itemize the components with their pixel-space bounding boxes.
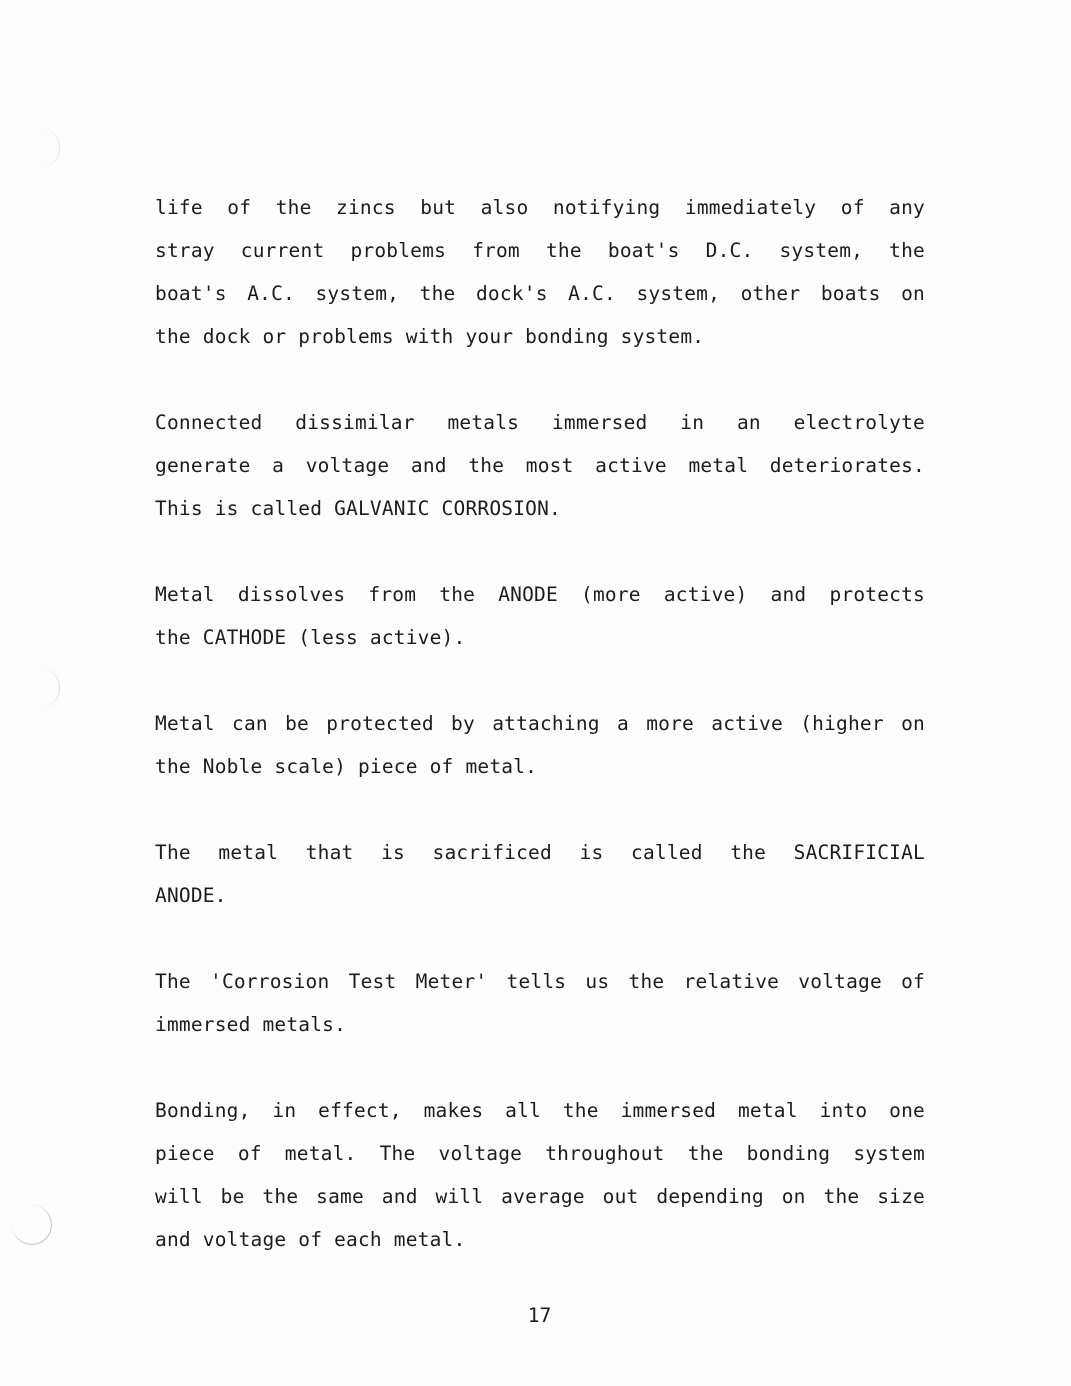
text-line: life of the zincs but also notifying immediately of any (155, 196, 925, 219)
text-line: the Noble scale) piece of metal. (155, 755, 538, 778)
text-line: generate a voltage and the most active metal deteriorates. (155, 454, 925, 477)
punch-hole-mark (20, 128, 60, 168)
text-line: The 'Corrosion Test Meter' tells us the relative voltage of (155, 970, 925, 993)
paragraph (155, 186, 925, 358)
text-line: immersed metals. (155, 1013, 347, 1036)
text-line: Connected dissimilar metals immersed in an electrolyte (155, 411, 925, 434)
text-line: stray current problems from the boat's D.C. system, the (155, 239, 925, 262)
text-line: and voltage of each metal. (155, 1228, 466, 1251)
text-line: ANODE. (155, 884, 227, 907)
text-line: Metal can be protected by attaching a more active (higher on (155, 712, 925, 735)
paragraph (155, 401, 925, 530)
text-line: Metal dissolves from the ANODE (more active) and protects (155, 583, 925, 606)
paragraph (155, 1089, 925, 1261)
punch-hole-mark (20, 668, 60, 708)
punch-hole-mark (12, 1205, 52, 1245)
text-line: piece of metal. The voltage throughout the bonding system (155, 1142, 925, 1165)
text-line: the dock or problems with your bonding system. (155, 325, 705, 348)
paragraph (155, 960, 925, 1046)
page-number: 17 (527, 1304, 552, 1327)
text-line: This is called GALVANIC CORROSION. (155, 497, 561, 520)
paragraph (155, 573, 925, 659)
paragraph (155, 702, 925, 788)
text-line: boat's A.C. system, the dock's A.C. system, other boats on (155, 282, 925, 305)
text-line: Bonding, in effect, makes all the immersed metal into one (155, 1099, 925, 1122)
text-line: the CATHODE (less active). (155, 626, 466, 649)
body-text (155, 186, 925, 1261)
paragraph (155, 831, 925, 917)
text-line: will be the same and will average out depending on the size (155, 1185, 925, 1208)
text-line: The metal that is sacrificed is called the SACRIFICIAL (155, 841, 925, 864)
